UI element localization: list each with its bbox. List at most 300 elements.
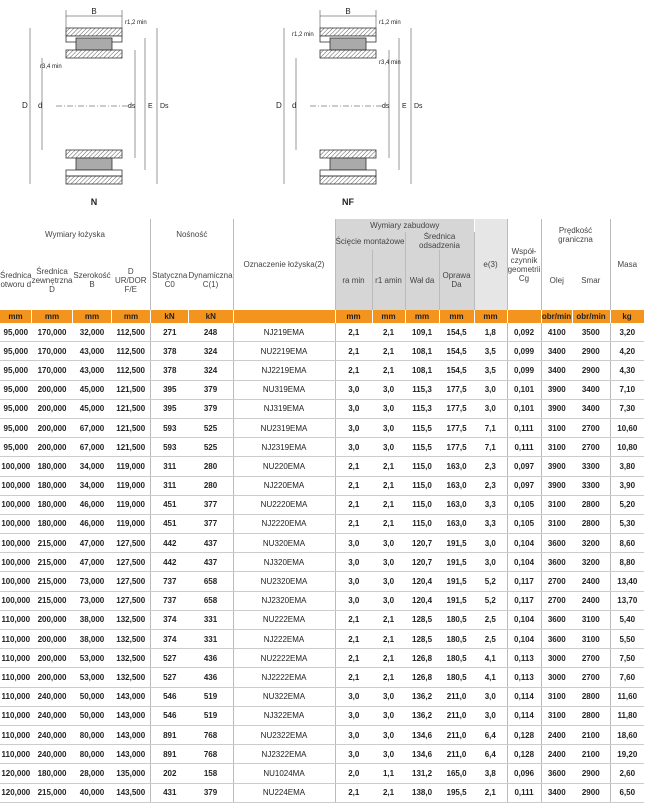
table-cell: 2,1: [372, 342, 405, 361]
table-cell: 47,000: [73, 534, 112, 553]
bearing-table: [0, 219, 645, 803]
table-cell: 211,0: [439, 687, 474, 706]
table-cell: NU220EMA: [233, 457, 335, 476]
table-cell: NJ320EMA: [233, 553, 335, 572]
table-cell: 3,0: [474, 706, 507, 725]
table-row: [0, 342, 644, 361]
table-cell: NJ2220EMA: [233, 514, 335, 533]
unit-cell: mm: [439, 310, 474, 323]
table-cell: 180,000: [32, 495, 73, 514]
table-body: [0, 323, 644, 802]
table-cell: 3,0: [335, 591, 372, 610]
table-cell: 3,90: [610, 476, 644, 495]
table-cell: 127,500: [112, 572, 151, 591]
table-cell: 240,000: [32, 706, 73, 725]
unit-cell: mm: [474, 310, 507, 323]
label-r12: r1,2 min: [379, 20, 401, 26]
label-e: E: [402, 103, 407, 110]
table-cell: 100,000: [0, 514, 32, 533]
table-cell: 3300: [572, 476, 610, 495]
table-cell: 120,4: [405, 591, 439, 610]
table-cell: 3900: [541, 380, 572, 399]
table-row: [0, 323, 644, 342]
table-cell: 131,2: [405, 764, 439, 783]
table-cell: 525: [189, 418, 234, 437]
table-cell: 374: [151, 610, 189, 629]
table-cell: 3,0: [474, 399, 507, 418]
table-cell: 3,3: [474, 495, 507, 514]
table-cell: 3100: [572, 630, 610, 649]
table-cell: 0,105: [507, 514, 541, 533]
table-cell: 3400: [541, 342, 572, 361]
table-cell: 177,5: [439, 399, 474, 418]
table-cell: 0,114: [507, 706, 541, 725]
table-row: [0, 783, 644, 802]
table-cell: 280: [189, 476, 234, 495]
table-row: [0, 668, 644, 687]
table-cell: 180,5: [439, 630, 474, 649]
table-row: [0, 399, 644, 418]
table-cell: 527: [151, 649, 189, 668]
table-cell: 2,60: [610, 764, 644, 783]
table-cell: 110,000: [0, 687, 32, 706]
unit-cell: kg: [610, 310, 644, 323]
table-cell: 126,8: [405, 649, 439, 668]
table-cell: 5,20: [610, 495, 644, 514]
col-c0: Statyczna C0: [152, 271, 188, 289]
table-cell: 46,000: [73, 495, 112, 514]
table-cell: 19,20: [610, 745, 644, 764]
table-cell: 3,0: [474, 553, 507, 572]
table-cell: 395: [151, 380, 189, 399]
table-cell: 200,000: [32, 380, 73, 399]
table-cell: 546: [151, 687, 189, 706]
table-cell: 2700: [572, 438, 610, 457]
table-row: [0, 572, 644, 591]
table-cell: 180,000: [32, 764, 73, 783]
table-cell: 119,000: [112, 495, 151, 514]
table-cell: 2900: [572, 342, 610, 361]
table-cell: 324: [189, 342, 234, 361]
table-cell: 7,30: [610, 399, 644, 418]
table-cell: 378: [151, 361, 189, 380]
table-cell: 2,0: [335, 764, 372, 783]
table-cell: 143,000: [112, 725, 151, 744]
table-cell: 593: [151, 438, 189, 457]
table-cell: NU319EMA: [233, 380, 335, 399]
unit-cell: obr/min: [572, 310, 610, 323]
table-cell: 2,5: [474, 630, 507, 649]
table-cell: 40,000: [73, 783, 112, 802]
table-cell: 200,000: [32, 668, 73, 687]
table-cell: 395: [151, 399, 189, 418]
table-cell: 132,500: [112, 649, 151, 668]
table-cell: 115,0: [405, 457, 439, 476]
table-cell: 0,104: [507, 553, 541, 572]
table-cell: NJ2219EMA: [233, 361, 335, 380]
table-cell: 3,0: [335, 745, 372, 764]
table-cell: 46,000: [73, 514, 112, 533]
table-cell: 2,1: [372, 783, 405, 802]
table-cell: 3400: [572, 399, 610, 418]
table-cell: 38,000: [73, 630, 112, 649]
unit-cell: mm: [112, 310, 151, 323]
table-cell: 3,0: [474, 380, 507, 399]
table-cell: 45,000: [73, 399, 112, 418]
table-cell: 158: [189, 764, 234, 783]
table-cell: 768: [189, 725, 234, 744]
diagram-n: [22, 7, 169, 207]
table-cell: 2700: [572, 649, 610, 668]
table-cell: 121,500: [112, 380, 151, 399]
table-cell: 7,10: [610, 380, 644, 399]
table-cell: 95,000: [0, 323, 32, 342]
table-cell: 3600: [541, 630, 572, 649]
table-cell: 0,104: [507, 534, 541, 553]
table-cell: 3100: [541, 514, 572, 533]
table-cell: 3400: [541, 361, 572, 380]
label-r12-left: r1,2 min: [292, 32, 314, 38]
table-cell: 5,2: [474, 572, 507, 591]
table-cell: 128,5: [405, 630, 439, 649]
table-cell: 374: [151, 630, 189, 649]
table-cell: 110,000: [0, 610, 32, 629]
table-cell: 0,114: [507, 687, 541, 706]
label-ds-outer: Ds: [160, 103, 169, 110]
table-cell: 2,1: [474, 783, 507, 802]
table-cell: 170,000: [32, 361, 73, 380]
table-cell: 47,000: [73, 553, 112, 572]
table-row: [0, 553, 644, 572]
table-cell: 34,000: [73, 457, 112, 476]
table-cell: 3,0: [372, 706, 405, 725]
col-outer-d: Średnica zewnętrzna D: [31, 266, 73, 294]
table-cell: 120,000: [0, 783, 32, 802]
table-cell: 6,4: [474, 725, 507, 744]
header-e: e(3): [474, 219, 507, 310]
table-cell: 34,000: [73, 476, 112, 495]
table-cell: 7,1: [474, 438, 507, 457]
table-cell: 437: [189, 553, 234, 572]
col-f: D UR/DOR F/E: [112, 250, 151, 310]
table-cell: 115,5: [405, 418, 439, 437]
table-cell: NU2220EMA: [233, 495, 335, 514]
unit-cell: [507, 310, 541, 323]
table-cell: 2800: [572, 706, 610, 725]
table-cell: 3100: [541, 495, 572, 514]
table-cell: 2900: [572, 764, 610, 783]
table-cell: 53,000: [73, 668, 112, 687]
table-cell: 593: [151, 418, 189, 437]
table-cell: 3400: [572, 380, 610, 399]
table-cell: 0,105: [507, 495, 541, 514]
table-cell: 5,50: [610, 630, 644, 649]
table-cell: 248: [189, 323, 234, 342]
table-cell: 43,000: [73, 361, 112, 380]
table-cell: 3,8: [474, 764, 507, 783]
table-cell: 2,1: [335, 783, 372, 802]
table-cell: 110,000: [0, 706, 32, 725]
table-cell: 2,1: [372, 457, 405, 476]
table-cell: NU322EMA: [233, 687, 335, 706]
table-row: [0, 534, 644, 553]
table-cell: 240,000: [32, 725, 73, 744]
table-cell: 100,000: [0, 591, 32, 610]
table-cell: 3600: [541, 764, 572, 783]
unit-cell: mm: [405, 310, 439, 323]
table-cell: 132,500: [112, 630, 151, 649]
table-cell: 43,000: [73, 342, 112, 361]
table-cell: 109,1: [405, 323, 439, 342]
table-cell: 200,000: [32, 610, 73, 629]
table-cell: 2,3: [474, 476, 507, 495]
table-cell: 2,1: [335, 323, 372, 342]
table-cell: 73,000: [73, 572, 112, 591]
table-cell: 163,0: [439, 514, 474, 533]
col-da-housing: Oprawa Da: [439, 250, 474, 310]
table-cell: 143,000: [112, 745, 151, 764]
unit-cell: mm: [32, 310, 73, 323]
table-cell: 737: [151, 572, 189, 591]
table-cell: 110,000: [0, 649, 32, 668]
table-cell: 3200: [572, 553, 610, 572]
table-cell: 11,60: [610, 687, 644, 706]
header-geom: Współ-czynnik geometrii Cg: [507, 219, 541, 310]
table-cell: 2,1: [372, 514, 405, 533]
table-cell: 2,1: [372, 630, 405, 649]
table-cell: 379: [189, 380, 234, 399]
table-cell: 2,1: [372, 610, 405, 629]
label-d-bore: d: [292, 101, 297, 110]
table-cell: 112,500: [112, 342, 151, 361]
table-cell: 2100: [572, 725, 610, 744]
table-cell: 120,000: [0, 764, 32, 783]
table-cell: 3600: [541, 610, 572, 629]
table-cell: 80,000: [73, 745, 112, 764]
table-cell: 2900: [572, 783, 610, 802]
table-cell: 53,000: [73, 649, 112, 668]
table-cell: 2,1: [335, 342, 372, 361]
table-cell: 3100: [541, 438, 572, 457]
table-cell: 110,000: [0, 630, 32, 649]
table-cell: 7,50: [610, 649, 644, 668]
unit-cell: kN: [151, 310, 189, 323]
table-cell: 119,000: [112, 476, 151, 495]
table-cell: NU2319EMA: [233, 418, 335, 437]
table-cell: 2800: [572, 514, 610, 533]
table-cell: 3100: [541, 687, 572, 706]
col-da: Wał da: [405, 250, 439, 310]
table-cell: 50,000: [73, 687, 112, 706]
table-cell: 3500: [572, 323, 610, 342]
table-row: [0, 610, 644, 629]
table-cell: 2400: [541, 725, 572, 744]
table-cell: 0,101: [507, 380, 541, 399]
table-cell: 115,0: [405, 495, 439, 514]
caption-n: N: [90, 197, 98, 207]
table-cell: 311: [151, 476, 189, 495]
table-cell: NU2322EMA: [233, 725, 335, 744]
table-cell: NU320EMA: [233, 534, 335, 553]
table-row: [0, 514, 644, 533]
table-cell: 108,1: [405, 361, 439, 380]
table-cell: 136,2: [405, 706, 439, 725]
table-cell: 191,5: [439, 591, 474, 610]
table-cell: 73,000: [73, 591, 112, 610]
table-cell: 163,0: [439, 457, 474, 476]
table-cell: 115,0: [405, 514, 439, 533]
table-cell: 165,0: [439, 764, 474, 783]
table-cell: 135,000: [112, 764, 151, 783]
table-cell: 4100: [541, 323, 572, 342]
table-cell: 2,1: [335, 495, 372, 514]
table-cell: 658: [189, 591, 234, 610]
unit-cell: [233, 310, 335, 323]
col-d: Średnica otworu d: [0, 271, 32, 289]
table-cell: NU2222EMA: [233, 649, 335, 668]
table-cell: 132,500: [112, 610, 151, 629]
col-rb: r1 amin: [372, 250, 405, 310]
table-cell: 768: [189, 745, 234, 764]
table-cell: 8,80: [610, 553, 644, 572]
table-cell: 180,000: [32, 476, 73, 495]
table-row: [0, 764, 644, 783]
table-cell: 120,7: [405, 553, 439, 572]
unit-cell: mm: [372, 310, 405, 323]
table-cell: 211,0: [439, 745, 474, 764]
table-cell: 163,0: [439, 476, 474, 495]
table-cell: 215,000: [32, 572, 73, 591]
table-cell: 202: [151, 764, 189, 783]
table-cell: 3600: [541, 534, 572, 553]
table-cell: 3,0: [335, 438, 372, 457]
header-capacity: Nośność: [151, 219, 234, 250]
table-cell: 0,104: [507, 610, 541, 629]
table-cell: 3100: [541, 418, 572, 437]
table-cell: 115,5: [405, 438, 439, 457]
table-cell: 4,1: [474, 668, 507, 687]
table-cell: 378: [151, 342, 189, 361]
table-cell: 1,8: [474, 323, 507, 342]
table-cell: 0,113: [507, 649, 541, 668]
table-cell: NU1024MA: [233, 764, 335, 783]
table-cell: 132,500: [112, 668, 151, 687]
table-cell: 331: [189, 610, 234, 629]
table-cell: 527: [151, 668, 189, 687]
diagram-nf: [276, 7, 423, 207]
table-cell: 0,111: [507, 783, 541, 802]
col-b: Szerokość B: [73, 271, 111, 289]
table-cell: 170,000: [32, 342, 73, 361]
table-cell: 95,000: [0, 380, 32, 399]
table-cell: 2,1: [335, 361, 372, 380]
table-cell: 95,000: [0, 361, 32, 380]
table-row: [0, 591, 644, 610]
table-cell: 143,500: [112, 783, 151, 802]
table-cell: 271: [151, 323, 189, 342]
table-cell: 0,111: [507, 418, 541, 437]
table-cell: 3,0: [372, 591, 405, 610]
col-c: Dynamiczna C(1): [189, 250, 234, 310]
table-cell: 3,0: [372, 534, 405, 553]
table-cell: 2,1: [335, 476, 372, 495]
table-cell: 154,5: [439, 342, 474, 361]
table-row: [0, 361, 644, 380]
table-cell: 3200: [572, 534, 610, 553]
table-cell: 191,5: [439, 572, 474, 591]
table-row: [0, 457, 644, 476]
table-cell: 2,1: [372, 649, 405, 668]
table-cell: 891: [151, 725, 189, 744]
table-cell: 110,000: [0, 745, 32, 764]
table-cell: 115,3: [405, 380, 439, 399]
header-dims: Wymiary łożyska: [0, 219, 151, 250]
table-cell: 120,7: [405, 534, 439, 553]
table-cell: 451: [151, 514, 189, 533]
label-ds-outer: Ds: [414, 103, 423, 110]
table-cell: 0,111: [507, 438, 541, 457]
table-cell: 180,5: [439, 668, 474, 687]
table-cell: 3900: [541, 476, 572, 495]
table-cell: NU2320EMA: [233, 572, 335, 591]
table-cell: 4,1: [474, 649, 507, 668]
table-cell: 3,0: [335, 553, 372, 572]
table-cell: 177,5: [439, 380, 474, 399]
table-cell: 136,2: [405, 687, 439, 706]
table-cell: 3600: [541, 553, 572, 572]
table-cell: 525: [189, 438, 234, 457]
table-cell: 2,1: [335, 514, 372, 533]
label-d-outer: D: [276, 101, 282, 110]
table-cell: 154,5: [439, 361, 474, 380]
table-cell: NJ2319EMA: [233, 438, 335, 457]
table-cell: 4,20: [610, 342, 644, 361]
table-cell: 50,000: [73, 706, 112, 725]
table-cell: 138,0: [405, 783, 439, 802]
units-row: [0, 310, 644, 323]
table-cell: 110,000: [0, 668, 32, 687]
table-cell: 10,80: [610, 438, 644, 457]
table-cell: 4,30: [610, 361, 644, 380]
table-cell: 3000: [541, 668, 572, 687]
label-r12: r1,2 min: [125, 20, 147, 26]
table-cell: 100,000: [0, 457, 32, 476]
table-cell: 0,092: [507, 323, 541, 342]
table-cell: 3,0: [474, 687, 507, 706]
table-cell: 112,500: [112, 323, 151, 342]
table-row: [0, 380, 644, 399]
table-cell: 45,000: [73, 380, 112, 399]
table-cell: 110,000: [0, 725, 32, 744]
table-cell: 5,40: [610, 610, 644, 629]
table-cell: 3,0: [372, 438, 405, 457]
table-cell: 2,1: [372, 476, 405, 495]
table-cell: 891: [151, 745, 189, 764]
header-speed: Prędkość graniczna: [541, 219, 610, 250]
table-cell: 121,500: [112, 399, 151, 418]
table-cell: 2800: [572, 495, 610, 514]
table-cell: 2,1: [335, 610, 372, 629]
table-cell: 13,70: [610, 591, 644, 610]
table-cell: 3,0: [372, 725, 405, 744]
table-cell: NJ319EMA: [233, 399, 335, 418]
table-row: [0, 476, 644, 495]
table-cell: 211,0: [439, 725, 474, 744]
table-cell: 436: [189, 668, 234, 687]
table-cell: 7,60: [610, 668, 644, 687]
table-cell: 0,117: [507, 591, 541, 610]
table-cell: 100,000: [0, 476, 32, 495]
